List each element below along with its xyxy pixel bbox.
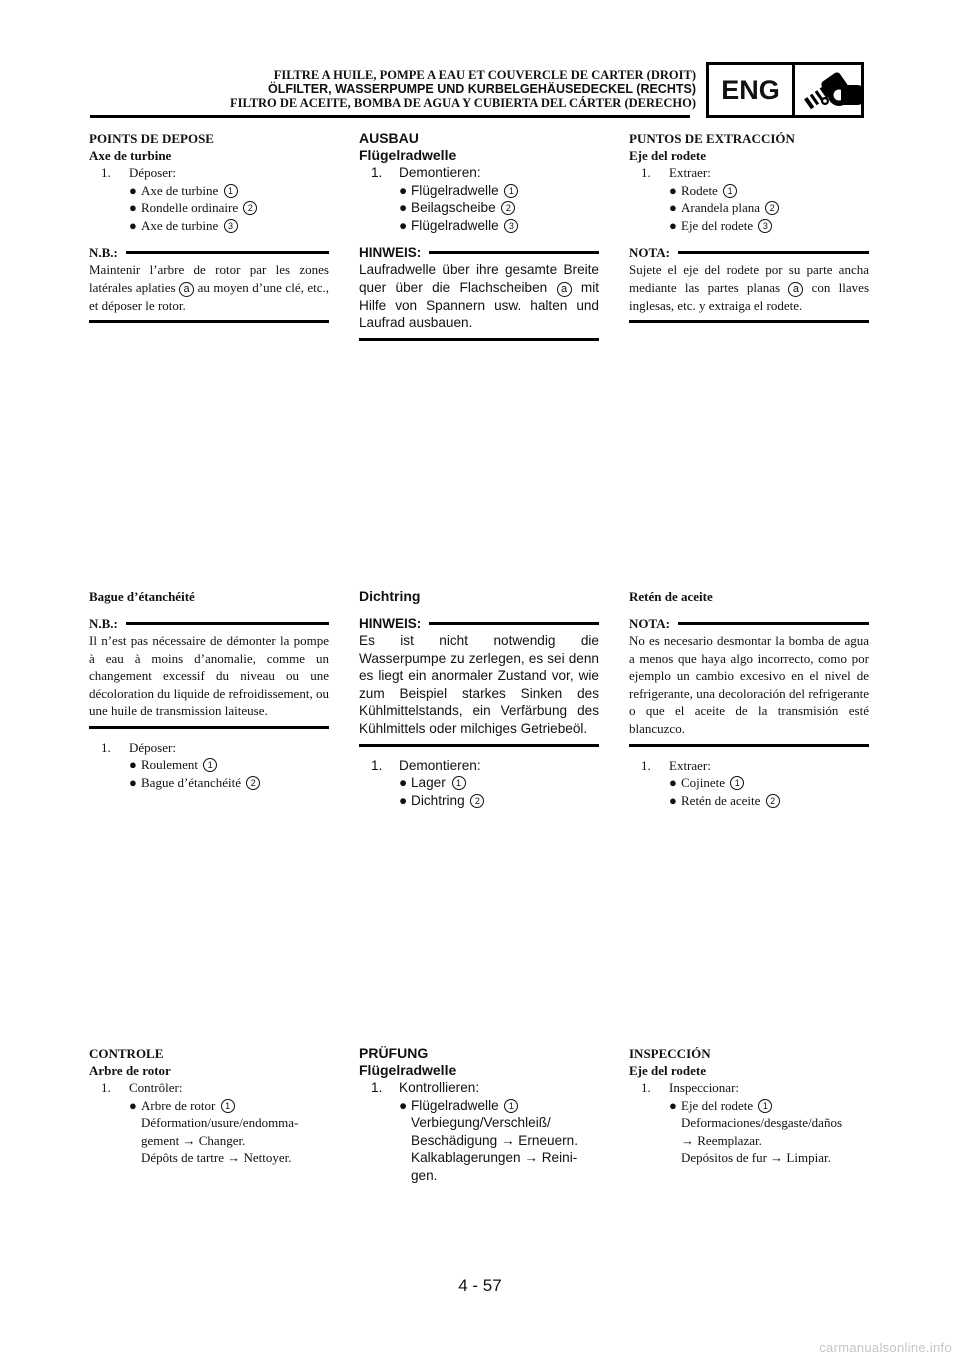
bullet-icon: ●	[399, 775, 408, 791]
callout-number-icon: 2	[765, 201, 779, 215]
es-seal-title: Retén de aceite	[629, 589, 713, 604]
callout-number-icon: 1	[452, 776, 466, 790]
es-inspection-section	[629, 1045, 869, 1167]
bullet-icon: ●	[399, 792, 408, 808]
es-removal-section	[629, 130, 869, 333]
header-title-es: FILTRO DE ACEITE, BOMBA DE AGUA Y CUBIERTA DEL CÁRTER (DERECHO)	[230, 96, 696, 110]
bullet-icon: ●	[669, 200, 677, 215]
note-end-rule	[359, 744, 599, 747]
callout-number-icon: 1	[224, 184, 238, 198]
callout-number-icon: 1	[504, 184, 518, 198]
de-removal-title: AUSBAU	[359, 130, 419, 146]
bullet-icon: ●	[669, 775, 677, 791]
callout-number-icon: 2	[501, 201, 515, 215]
list-item: ● Flügelradwelle 3	[359, 217, 599, 235]
bullet-icon: ●	[399, 182, 408, 198]
list-item: ● Dichtring 2	[359, 792, 599, 810]
callout-number-icon: 1	[730, 776, 744, 790]
bullet-icon: ●	[669, 182, 677, 198]
callout-number-icon: 2	[766, 794, 780, 808]
es-note-body: No es necesario desmontar la bomba de agua a menos que haya algo incorrecto, como por ejemplo un cambio excesivo en el nivel de refrigerante, una decoloración del refrigerante o que el aceite de la transmisión esté blancuzco.	[629, 633, 869, 736]
callout-number-icon: 1	[723, 184, 737, 198]
bullet-icon: ●	[129, 774, 137, 790]
engine-wrench-icon	[795, 65, 861, 115]
list-item: ● Flügelradwelle 1	[359, 1097, 599, 1115]
callout-number-icon: 3	[224, 219, 238, 233]
callout-number-icon: 2	[246, 776, 260, 790]
list-item: ● Arandela plana 2	[629, 199, 869, 217]
fr-note-header: N.B.:	[89, 615, 329, 632]
callout-number-icon: 2	[243, 201, 257, 215]
list-item: ● Lager 1	[359, 774, 599, 792]
bullet-icon: ●	[399, 217, 408, 233]
fr-seal-title: Bague d’étanchéité	[89, 589, 195, 604]
list-item: ● Rondelle ordinaire 2	[89, 199, 329, 217]
header-title-fr: FILTRE A HUILE, POMPE A EAU ET COUVERCLE DE CARTER (DROIT)	[273, 68, 696, 82]
bullet-icon: ●	[129, 217, 137, 233]
callout-letter-icon: a	[788, 282, 803, 297]
list-item: ● Flügelradwelle 1	[359, 182, 599, 200]
callout-letter-icon: a	[179, 282, 194, 297]
callout-number-icon: 3	[758, 219, 772, 233]
bullet-icon: ●	[129, 200, 137, 215]
de-seal-title: Dichtring	[359, 588, 421, 604]
list-item: ● Eje del rodete 1	[629, 1097, 869, 1115]
fr-note-header: N.B.:	[89, 244, 329, 261]
detail-line: Déformation/usure/endomma-	[141, 1115, 299, 1130]
de-note-body: Laufradwelle über ihre gesamte Breite quer über die Flachscheiben a mit Hilfe von Spannern usw. halten und Laufrad ausbauen.	[359, 262, 600, 331]
list-item: ● Retén de aceite 2	[629, 792, 869, 810]
fr-inspection-subtitle: Arbre de rotor	[89, 1063, 171, 1078]
es-removal-step: 1. Extraer:	[641, 165, 711, 180]
fr-inspection-step: 1. Contrôler:	[101, 1080, 183, 1095]
detail-line: Dépôts de tartre → Nettoyer.	[141, 1150, 292, 1165]
es-inspection-title: INSPECCIÓN	[629, 1046, 711, 1061]
fr-note-body: Il n’est pas nécessaire de démonter la pompe à eau à moins d’anomalie, comme un changement excessif du niveau ou une décoloration du liquide de refroidissement, ou une huile de transmission laiteuse.	[89, 633, 329, 719]
note-end-rule	[359, 338, 599, 341]
note-end-rule	[89, 320, 329, 323]
note-end-rule	[89, 726, 329, 729]
detail-line: Beschädigung → Erneuern.	[411, 1132, 579, 1148]
fr-inspection-section	[89, 1045, 329, 1167]
section-badge-label: ENG	[709, 65, 795, 115]
list-item: ● Beilagscheibe 2	[359, 199, 599, 217]
bullet-icon: ●	[669, 1097, 677, 1113]
bullet-icon: ●	[129, 182, 137, 198]
de-note-header: HINWEIS:	[359, 615, 599, 632]
bullet-icon: ●	[129, 1097, 137, 1113]
fr-removal-step: 1. Déposer:	[101, 165, 176, 180]
fr-seal-step: 1. Déposer:	[101, 739, 176, 755]
es-seal-section	[629, 588, 869, 809]
callout-number-icon: 3	[504, 219, 518, 233]
bullet-icon: ●	[399, 1097, 408, 1113]
list-item: ● Axe de turbine 3	[89, 217, 329, 235]
list-item: ● Roulement 1	[89, 756, 329, 774]
section-badge	[706, 62, 864, 118]
de-inspection-step: 1. Kontrollieren:	[371, 1080, 480, 1095]
detail-line: Deformaciones/desgaste/daños	[681, 1115, 843, 1130]
watermark: carmanualsonline.info	[819, 1340, 952, 1355]
header-rule	[90, 115, 690, 118]
detail-line: gement → Changer.	[141, 1132, 246, 1148]
de-removal-step: 1. Demontieren:	[371, 165, 481, 180]
callout-number-icon: 1	[758, 1099, 772, 1113]
es-note-header: NOTA:	[629, 615, 869, 632]
de-note-body: Es ist nicht notwendig die Wasserpumpe zu zerlegen, es sei denn es liegt ein anormaler Zustand vor, wie zum Beispiel starkes Sinken des Kühlmittelstands, ein Verfärbung des Kühlmittels oder milchiges Getriebeöl.	[359, 633, 599, 736]
detail-line: gen.	[411, 1167, 438, 1183]
fr-removal-subtitle: Axe de turbine	[89, 148, 172, 163]
note-end-rule	[629, 320, 869, 323]
es-seal-step: 1. Extraer:	[641, 757, 711, 773]
page-number: 4 - 57	[458, 1276, 502, 1295]
bullet-icon: ●	[669, 217, 677, 233]
es-inspection-step: 1. Inspeccionar:	[641, 1080, 740, 1095]
es-note-body: Sujete el eje del rodete por su parte ancha mediante las partes planas a con llaves inglesas, etc. y extraiga el rodete.	[629, 262, 870, 313]
callout-number-icon: 1	[203, 758, 217, 772]
bullet-icon: ●	[129, 757, 137, 773]
fr-seal-section	[89, 588, 329, 791]
note-end-rule	[629, 744, 869, 747]
bullet-icon: ●	[399, 200, 408, 215]
callout-number-icon: 1	[221, 1099, 235, 1113]
detail-line: Verbiegung/Verschleiß/	[411, 1115, 551, 1130]
list-item: ● Bague d’étanchéité 2	[89, 774, 329, 792]
fr-note-body: Maintenir l’arbre de rotor par les zones latérales aplaties a au moyen d’une clé, etc., et déposer le rotor.	[89, 262, 330, 313]
detail-line: Kalkablagerungen → Reini-	[411, 1150, 578, 1165]
de-seal-section	[359, 588, 599, 809]
detail-line: Depósitos de fur → Limpiar.	[681, 1150, 831, 1165]
list-item: ● Arbre de rotor 1	[89, 1097, 329, 1115]
es-inspection-subtitle: Eje del rodete	[629, 1063, 707, 1078]
fr-removal-title: POINTS DE DEPOSE	[89, 131, 214, 146]
de-removal-subtitle: Flügelradwelle	[359, 147, 457, 163]
de-note-header: HINWEIS:	[359, 244, 599, 261]
de-seal-step: 1. Demontieren:	[371, 757, 481, 773]
list-item: ● Cojinete 1	[629, 774, 869, 792]
callout-number-icon: 1	[504, 1099, 518, 1113]
fr-removal-section	[89, 130, 329, 333]
de-inspection-section	[359, 1045, 599, 1184]
de-inspection-subtitle: Flügelradwelle	[359, 1062, 457, 1078]
list-item: ● Axe de turbine 1	[89, 182, 329, 200]
header-title-de: ÖLFILTER, WASSERPUMPE UND KURBELGEHÄUSEDECKEL (RECHTS)	[267, 82, 696, 96]
es-removal-title: PUNTOS DE EXTRACCIÓN	[629, 131, 795, 146]
header-titles	[230, 68, 696, 110]
detail-line: → Reemplazar.	[681, 1132, 762, 1148]
es-removal-subtitle: Eje del rodete	[629, 148, 707, 163]
callout-number-icon: 2	[470, 794, 484, 808]
list-item: ● Rodete 1	[629, 182, 869, 200]
callout-letter-icon: a	[557, 282, 572, 297]
bullet-icon: ●	[669, 792, 677, 808]
de-inspection-title: PRÜFUNG	[359, 1045, 429, 1061]
list-item: ● Eje del rodete 3	[629, 217, 869, 235]
de-removal-section	[359, 130, 599, 351]
es-note-header: NOTA:	[629, 244, 869, 261]
fr-inspection-title: CONTROLE	[89, 1046, 164, 1061]
